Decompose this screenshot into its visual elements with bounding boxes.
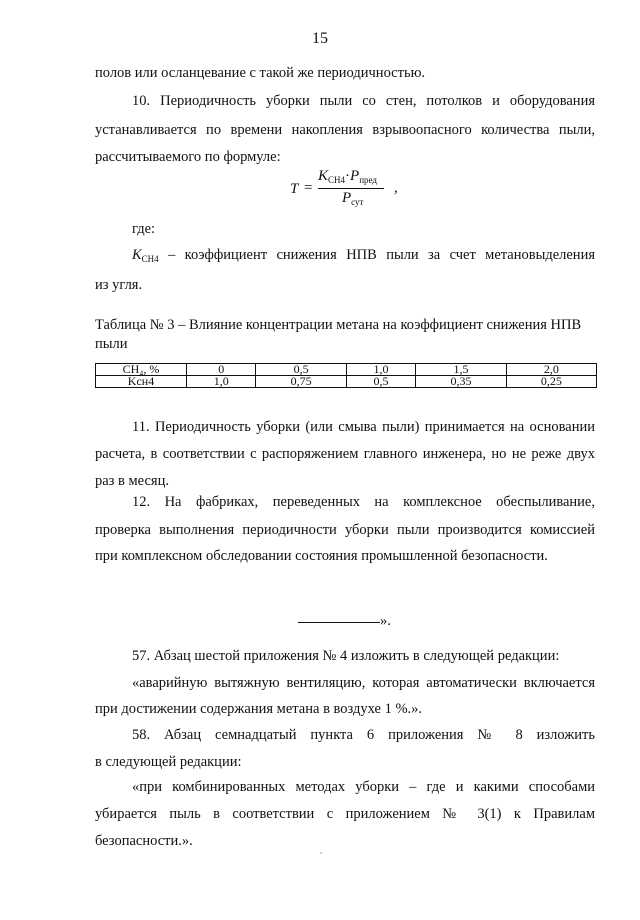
paragraph-12-line-3: при комплексном обследовании состояния промышленной безопасности. bbox=[95, 548, 548, 564]
table-row bbox=[96, 364, 597, 376]
kch4-definition-line-2: из угля. bbox=[95, 277, 143, 293]
paragraph-58-line-1: 58. Абзац семнадцатый пункта 6 приложения № 8 изложить bbox=[132, 727, 595, 743]
table-cell: 1,0 bbox=[346, 364, 415, 376]
scan-speck bbox=[320, 852, 322, 854]
page-number: 15 bbox=[312, 30, 328, 47]
paragraph-10-line-1: 10. Периодичность уборки пыли со стен, потолков и оборудования bbox=[132, 93, 595, 109]
paragraph-58-line-3: «при комбинированных методах уборки – где и какими способами bbox=[132, 779, 595, 795]
paragraph-57-line-3: при достижении содержания метана в воздухе 1 %.». bbox=[95, 701, 423, 717]
paragraph-11-line-2: расчета, в соответствии с распоряжением главного инженера, но не реже двух bbox=[95, 446, 595, 462]
formula-numerator: $K_{CH4}\cdot P_{пред}$ bbox=[318, 168, 377, 185]
table-cell: 0,35 bbox=[416, 376, 506, 388]
table-caption-line-2: пыли bbox=[95, 336, 128, 352]
paragraph-11-line-3: раз в месяц. bbox=[95, 473, 169, 489]
paragraph-57-line-1: 57. Абзац шестой приложения № 4 изложить в следующей редакции: bbox=[132, 648, 560, 664]
paragraph-58-line-4: убирается пыль в соответствии с приложением № 3(1) к Правилам bbox=[95, 806, 595, 822]
table-cell: 0,5 bbox=[256, 364, 346, 376]
table-row-header: CH₄, % bbox=[96, 364, 187, 376]
formula bbox=[290, 168, 430, 216]
formula-denominator: $P_{сут}$ bbox=[342, 190, 364, 207]
underline-rule bbox=[298, 622, 380, 623]
table-cell: 1,0 bbox=[187, 376, 256, 388]
paragraph-10-line-3: рассчитываемого по формуле: bbox=[95, 149, 281, 165]
formula-equals: = bbox=[304, 180, 313, 196]
table-row bbox=[96, 376, 597, 388]
section-end-mark: ». bbox=[298, 613, 391, 630]
table-cell: 0,75 bbox=[256, 376, 346, 388]
table-cell: 0,5 bbox=[346, 376, 415, 388]
table-caption-line-1: Таблица № 3 – Влияние концентрации метана на коэффициент снижения НПВ bbox=[95, 317, 582, 333]
where-label: где: bbox=[132, 221, 156, 237]
paragraph-58-line-2: в следующей редакции: bbox=[95, 754, 242, 770]
formula-lhs: T bbox=[290, 181, 299, 197]
text-line: полов или осланцевание с такой же периодичностью. bbox=[95, 65, 426, 81]
fraction-bar bbox=[318, 188, 384, 189]
formula-comma: , bbox=[394, 180, 398, 196]
table-cell: 0,25 bbox=[506, 376, 596, 388]
paragraph-58-line-5: безопасности.». bbox=[95, 833, 193, 849]
paragraph-12-line-2: проверка выполнения периодичности уборки пыли производится комиссией bbox=[95, 522, 595, 538]
paragraph-12-line-1: 12. На фабриках, переведенных на комплексное обеспыливание, bbox=[132, 494, 595, 510]
paragraph-57-line-2: «аварийную вытяжную вентиляцию, которая автоматически включается bbox=[132, 675, 595, 691]
table-cell: 2,0 bbox=[506, 364, 596, 376]
table-row-header: Kсн4 bbox=[96, 376, 187, 388]
paragraph-10-line-2: устанавливается по времени накопления взрывоопасного количества пыли, bbox=[95, 122, 595, 138]
methane-table bbox=[95, 363, 597, 388]
table-cell: 0 bbox=[187, 364, 256, 376]
kch4-definition-line-1: $K_{CH4}$ – коэффициент снижения НПВ пыли за счет метановыделения bbox=[132, 247, 595, 264]
paragraph-11-line-1: 11. Периодичность уборки (или смыва пыли) принимается на основании bbox=[132, 419, 595, 435]
kch4-symbol: $K_{CH4}$ bbox=[132, 247, 159, 264]
table-cell: 1,5 bbox=[416, 364, 506, 376]
